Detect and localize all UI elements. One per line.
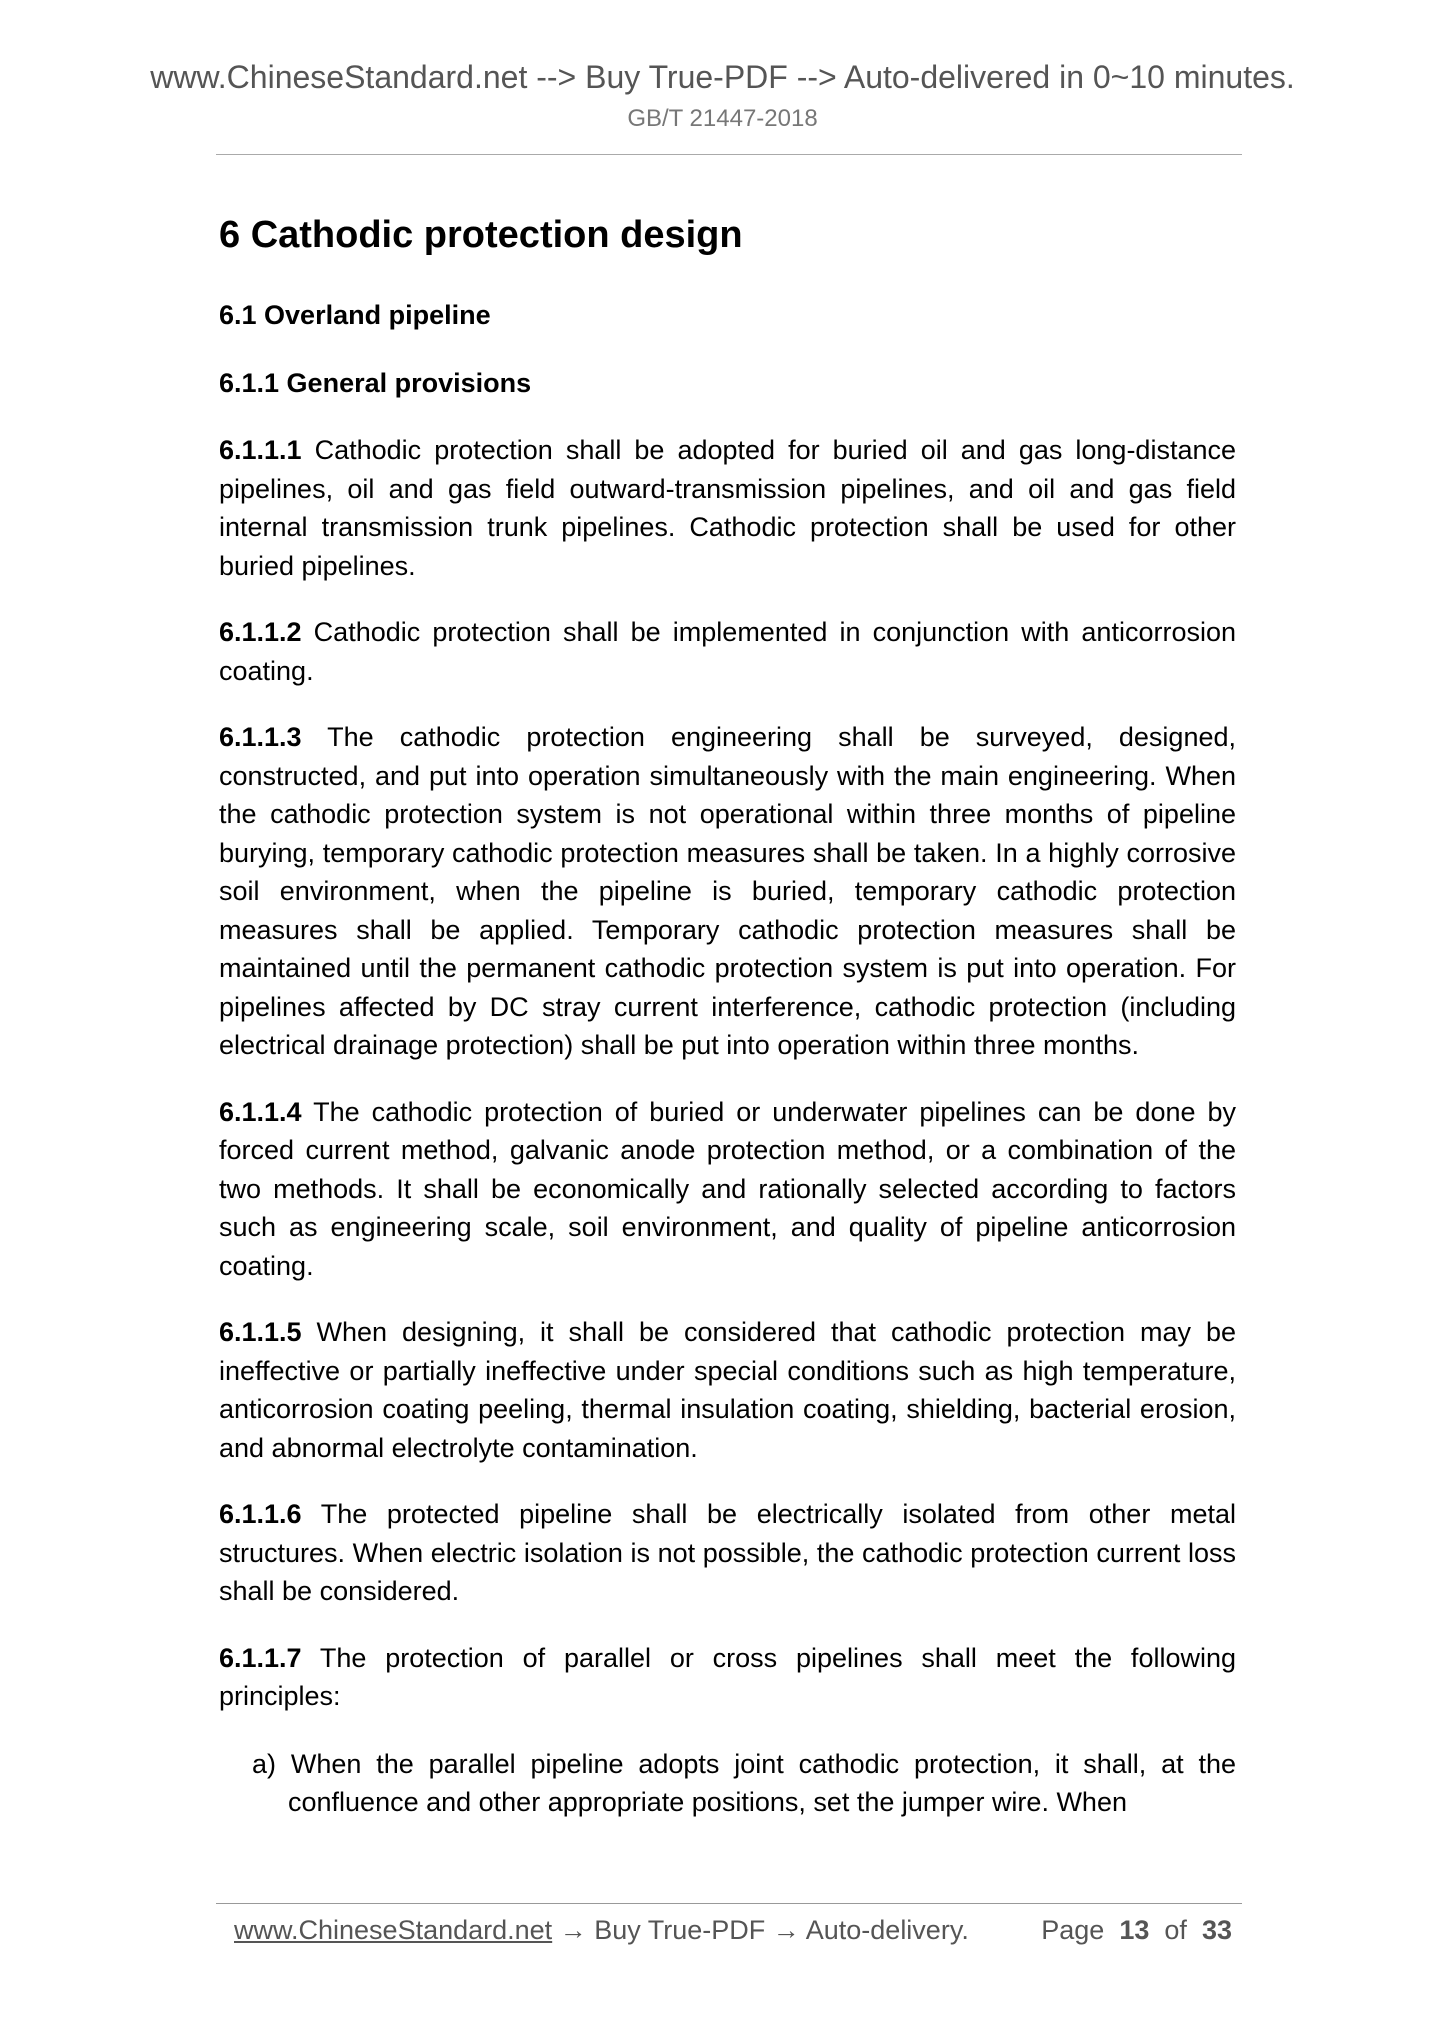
clause-number: 6.1.1.7 bbox=[219, 1642, 302, 1673]
clause-6-1-1-4 bbox=[219, 1093, 1236, 1286]
clause-text: Cathodic protection shall be implemented in conjunction with anticorrosion coating. bbox=[219, 617, 1236, 686]
section-title: 6 Cathodic protection design bbox=[219, 214, 743, 256]
footer-divider bbox=[216, 1903, 1242, 1904]
clause-text: The protection of parallel or cross pipelines shall meet the following principles: bbox=[219, 1642, 1236, 1711]
clause-number: 6.1.1.3 bbox=[219, 722, 302, 752]
clause-6-1-1-1 bbox=[219, 431, 1236, 585]
clause-text: The cathodic protection engineering shall be surveyed, designed, constructed, and put into operation simultaneously with the main engineering. When the cathodic protection system is not operational within three months of pipeline burying, temporary cathodic protection measures shall be taken. In a highly corrosive soil environment, when the pipeline is buried, temporary cathodic protection measures shall be applied. Temporary cathodic protection measures shall be maintained until the permanent cathodic protection system is put into operation. For pipelines affected by DC stray current interference, cathodic protection (including electrical drainage protection) shall be put into operation within three months. bbox=[219, 722, 1236, 1060]
clause-text: The cathodic protection of buried or underwater pipelines can be done by forced current method, galvanic anode protection method, or a combination of the two methods. It shall be economically and rationally selected according to factors such as engineering scale, soil environment, and quality of pipeline anticorrosion coating. bbox=[219, 1096, 1236, 1281]
footer-promo bbox=[234, 1912, 969, 1948]
list-marker: a) bbox=[252, 1748, 277, 1779]
clause-number: 6.1.1.2 bbox=[219, 617, 302, 647]
clause-number: 6.1.1.6 bbox=[219, 1499, 302, 1529]
clause-number: 6.1.1.1 bbox=[219, 435, 302, 465]
footer-site-link[interactable]: www.ChineseStandard.net bbox=[234, 1915, 553, 1945]
list-item-text: When the parallel pipeline adopts joint cathodic protection, it shall, at the confluence and other appropriate positions, set the jumper wire. When bbox=[276, 1748, 1236, 1817]
page-label: Page bbox=[1041, 1915, 1105, 1945]
footer-promo-text: → Buy True-PDF → Auto-delivery. bbox=[552, 1915, 969, 1945]
clause-text: Cathodic protection shall be adopted for buried oil and gas long-distance pipelines, oil and gas field outward-transmission pipelines, and oil and gas field internal transmission trunk pipelines. Cathodic protection shall be used for other buried pipelines. bbox=[219, 435, 1236, 581]
of-label: of bbox=[1164, 1915, 1187, 1945]
clause-6-1-1-7 bbox=[219, 1639, 1236, 1716]
header-divider bbox=[216, 154, 1242, 155]
clause-text: When designing, it shall be considered that cathodic protection may be ineffective or partially ineffective under special conditions such as high temperature, anticorrosion coating peeling, thermal insulation coating, shielding, bacterial erosion, and abnormal electrolyte contamination. bbox=[219, 1317, 1236, 1463]
standard-number: GB/T 21447-2018 bbox=[627, 105, 818, 132]
document-body bbox=[219, 210, 1236, 1822]
subsubsection-title: 6.1.1 General provisions bbox=[219, 368, 532, 398]
page-total: 33 bbox=[1201, 1915, 1232, 1945]
clause-6-1-1-3 bbox=[219, 718, 1236, 1065]
clause-text: The protected pipeline shall be electrically isolated from other metal structures. When electric isolation is not possible, the cathodic protection current loss shall be considered. bbox=[219, 1499, 1236, 1606]
header-banner: www.ChineseStandard.net --> Buy True-PDF --> Auto-delivered in 0~10 minutes. bbox=[150, 59, 1295, 95]
clause-number: 6.1.1.5 bbox=[219, 1317, 302, 1347]
page-number: 13 bbox=[1119, 1915, 1150, 1945]
page-indicator bbox=[1041, 1912, 1232, 1948]
subsection-title: 6.1 Overland pipeline bbox=[219, 300, 491, 330]
clause-number: 6.1.1.4 bbox=[219, 1096, 302, 1127]
clause-6-1-1-5 bbox=[219, 1313, 1236, 1467]
clause-6-1-1-2 bbox=[219, 613, 1236, 690]
list-item bbox=[219, 1745, 1236, 1822]
clause-6-1-1-6 bbox=[219, 1495, 1236, 1611]
